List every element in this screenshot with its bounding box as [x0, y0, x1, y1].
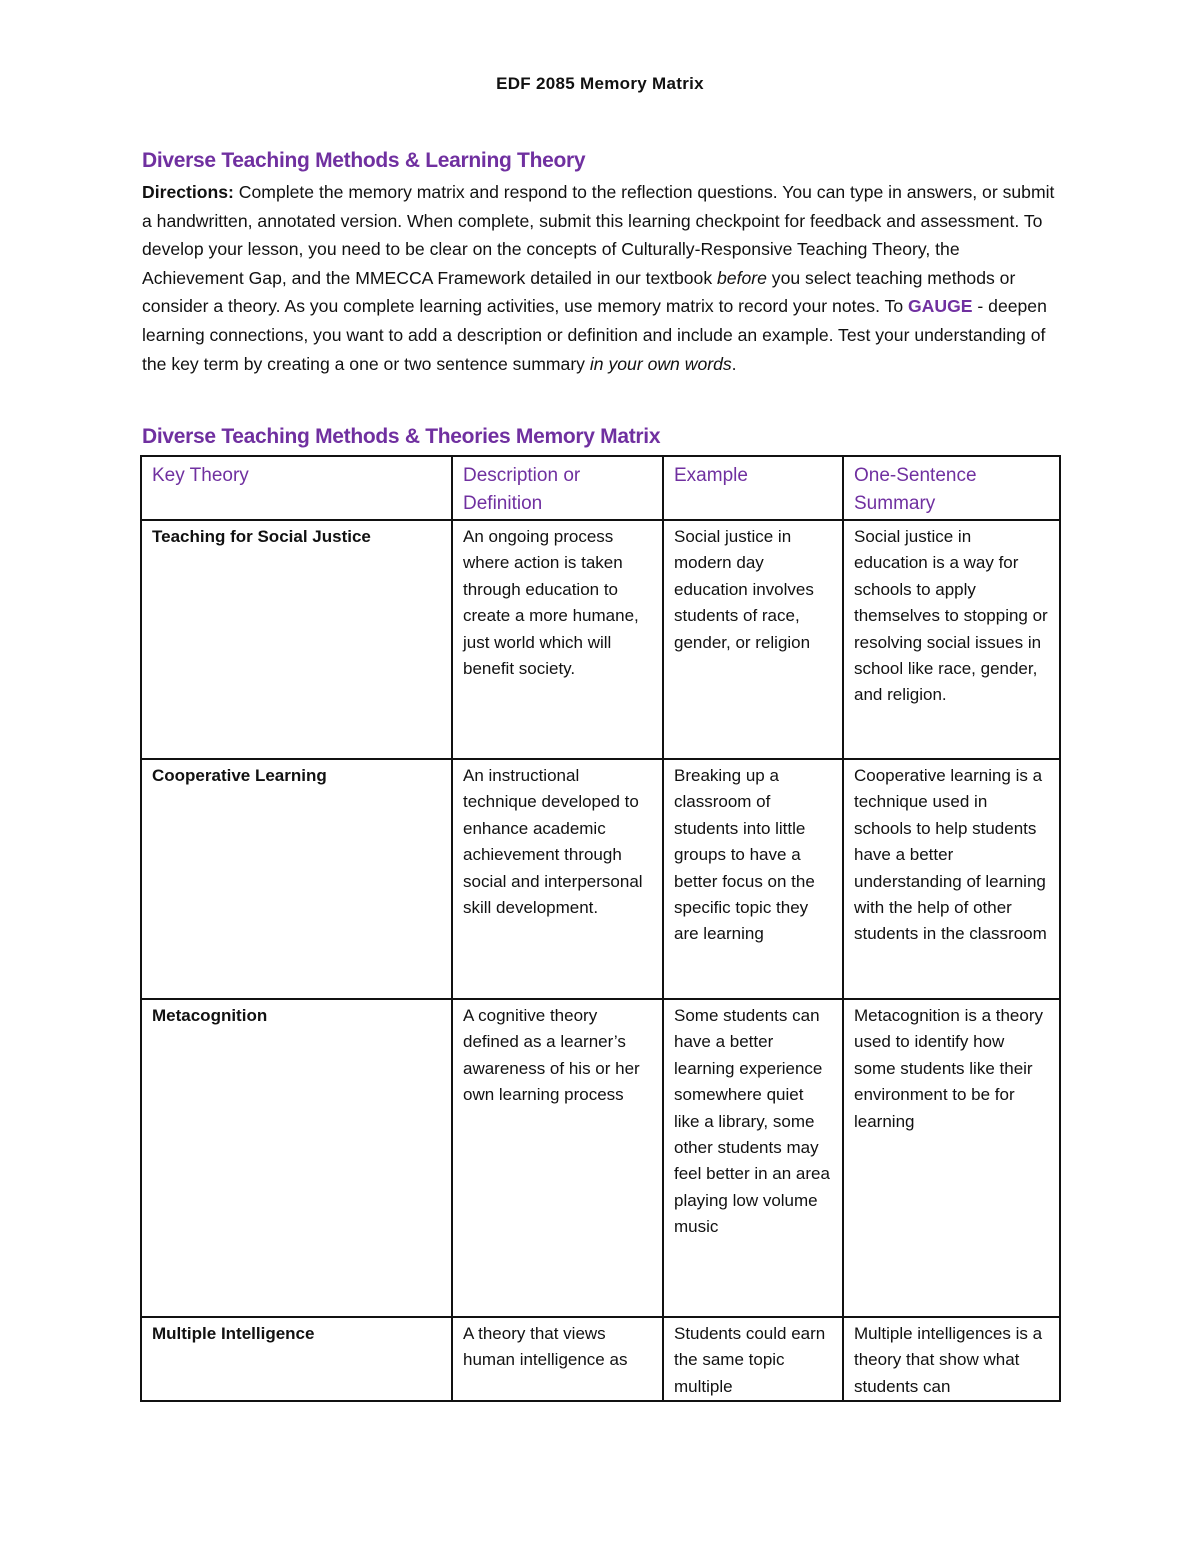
header-summary: One-Sentence Summary: [843, 456, 1060, 520]
directions-text-1: Complete the memory matrix and respond to the reflection questions. You can type in answers, or submit a handwritten, annotated version. When complete, submit this learning checkpoint for feedback and assessment. To develop your lesson, you need to be clear on the concepts of Culturally-Responsive Teaching Theory, the Achievement Gap, and the MMECCA Framework detailed in our textbook: [142, 182, 1055, 288]
example-cell: Some students can have a better learning experience somewhere quiet like a library, some other students may feel better in an area playing low volume music: [663, 999, 843, 1317]
directions-emphasis-own-words: in your own words: [589, 353, 732, 374]
directions-label: Directions:: [142, 182, 234, 202]
memory-matrix-table: [140, 455, 1061, 1402]
key-theory-cell: Teaching for Social Justice: [141, 520, 452, 759]
key-theory-cell: Cooperative Learning: [141, 759, 452, 999]
gauge-keyword: GAUGE: [908, 296, 973, 317]
summary-cell: Cooperative learning is a technique used in schools to help students have a better understanding of learning with the help of other students in the classroom: [843, 759, 1060, 999]
header-key-theory: Key Theory: [141, 456, 452, 520]
section-title: Diverse Teaching Methods & Learning Theory: [142, 149, 586, 172]
example-cell: Breaking up a classroom of students into little groups to have a better focus on the specific topic they are learning: [663, 759, 843, 999]
description-cell: A theory that views human intelligence as: [452, 1317, 663, 1401]
header-example: Example: [663, 456, 843, 520]
header-description: Description or Definition: [452, 456, 663, 520]
example-cell: Social justice in modern day education involves students of race, gender, or religion: [663, 520, 843, 759]
matrix-title: Diverse Teaching Methods & Theories Memory Matrix: [142, 425, 661, 448]
description-cell: An ongoing process where action is taken through education to create a more humane, just world which will benefit society.: [452, 520, 663, 759]
summary-cell: Multiple intelligences is a theory that show what students can: [843, 1317, 1060, 1401]
directions-text-4: .: [731, 353, 737, 374]
table-header-row: [141, 456, 1060, 520]
summary-cell: Social justice in education is a way for schools to apply themselves to stopping or resolving social issues in school like race, gender, and religion.: [843, 520, 1060, 759]
table-row: [141, 759, 1060, 999]
table-row: [141, 999, 1060, 1317]
directions-paragraph: [142, 178, 1062, 378]
document-header: EDF 2085 Memory Matrix: [496, 74, 704, 93]
key-theory-cell: Multiple Intelligence: [141, 1317, 452, 1401]
example-cell: Students could earn the same topic multiple: [663, 1317, 843, 1401]
description-cell: A cognitive theory defined as a learner’s awareness of his or her own learning process: [452, 999, 663, 1317]
table-row: [141, 520, 1060, 759]
summary-cell: Metacognition is a theory used to identify how some students like their environment to be for learning: [843, 999, 1060, 1317]
directions-text-2: you select teaching methods or consider a theory. As you complete learning activities, use memory matrix to record your notes. To: [142, 267, 1016, 317]
directions-text-3: - deepen learning connections, you want to add a description or definition and include an example. Test your understanding of the key term by creating a one or two sentence summary: [142, 296, 1047, 374]
directions-emphasis-before: before: [717, 267, 767, 288]
table-row: [141, 1317, 1060, 1401]
description-cell: An instructional technique developed to enhance academic achievement through social and interpersonal skill development.: [452, 759, 663, 999]
key-theory-cell: Metacognition: [141, 999, 452, 1317]
